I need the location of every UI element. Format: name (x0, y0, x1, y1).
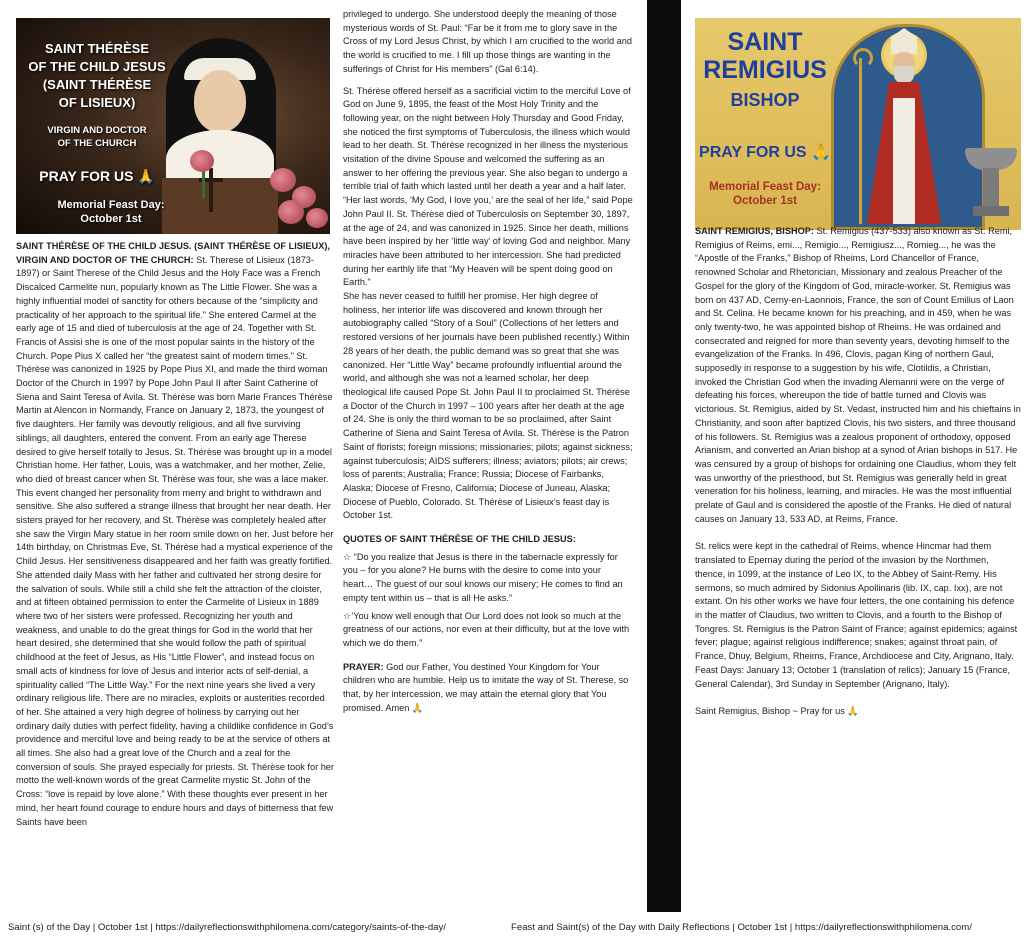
poster-feast (36, 198, 186, 226)
right-page (681, 0, 1024, 912)
poster-title (22, 40, 172, 112)
footer (0, 912, 1024, 946)
baptismal-font-icon (965, 148, 1017, 170)
font-pedestal-shape (983, 168, 999, 208)
crucifix-icon (209, 168, 213, 212)
footer-left-link[interactable]: Saint (s) of the Day | October 1st | https://dailyreflectionswithphilomena.com/category/saints-of-the-day/ (8, 922, 446, 933)
font-base-shape (973, 206, 1009, 216)
quote-item: ☆’You know well enough that Our Lord does not look so much at the greatness of our actions, nor even at their difficulty, but at the love with which we do them.” (343, 610, 630, 648)
rose-icon (278, 200, 304, 224)
therese-paragraph: privileged to undergo. She understood deeply the meaning of those mysterious words of St. Paul: “Far be it from me to glory save in the Cross of my Lord Jesus Christ, by which I am crucified to the world and the world is crucified to me. I fill up those things are wanting in the sufferings of Christ for His members” (Gal 6:14). (343, 9, 633, 74)
poster-title-line: (SAINT THÉRÈSE (42, 77, 152, 92)
poster-title-line: OF LISIEUX) (58, 95, 136, 110)
poster-subtitle-line: OF THE CHURCH (57, 138, 137, 149)
alb-shape (893, 98, 915, 224)
poster-pray: PRAY FOR US 🙏 (39, 168, 155, 184)
remigius-bio-body: St. Remigius (437-533) also known as St. Remi, Remigius of Reims, emi..., Remigio..., Remigiusz..., Romieg..., he was the “Apostle of the Franks,” Bishop of Rheims, Lord Chancellor of France, renowned Scholar and Rhetorician, Missionary and zealous Preacher of the Gospel for the glory of the Kingdom of God, miracle-worker. St. Remigius was born on 437 AD, Cerny-en-Laonnois, France, the son of Count Emilius of Laon and St. Celina. He became known for his preaching, and in 459, when he was only twenty-two, he was appointed bishop of Rheims. He was ordained and consecrated and reigned for more than seventy years, devoting himself to the evangelization of the Franks. In 496, Clovis, pagan King of northern Gaul, supposedly in response to a suggestion by his wife, Clotildis, a Christian, invoked the Christian God when the invading Alemanni were on the verge of defeating his forces, whereupon the tide of battle turned and Clovis was victorious. St. Remigius, aided by St. Vedast, instructed him and his chieftains in Christianity, and soon after baptized Clovis, his two sisters, and three thousand of his followers. St. Remigius was a zealous proponent of orthodoxy, opposed Arianism, and converted an Arian bishop at a synod of Arian bishops in 517. He was censured by a group of bishops for ordaining one Claudius, whom they felt was unworthy of the priesthood, but St. Remigius was generally held in great veneration for his holiness, learning, and miracles. He was the most influential prelate of Gaul and is considered the apostle of the Franks. He died of natural causes on January 13, 533 AD, at Reims, France. (695, 226, 1021, 524)
rose-icon (270, 168, 296, 192)
remigius-poster-feast (695, 180, 835, 208)
poster-feast-line: October 1st (80, 213, 142, 225)
therese-paragraph: She has never ceased to fulfill her promise. Her high degree of holiness, her interior life was discovered and known through her autobiography called “Story of a Soul” (Collections of her letters and restored versions of her journals have been published recently.) Within 28 years of her death, the public demand was so great that she was canonized. Her “Little Way” became profoundly influential around the world, and although she was not a learned scholar, her deep theological life caused Pope St. John Paul II to proclaimed St. Thérèse a Doctor of the Church in 1997 – 100 years after her death at the age of 24. She is only the third woman to be so proclaimed, after Saint Catherine of Siena and Saint Teresa of Avila. St. Thérèse is the Patron Saint of florists; foreign missions; missionaries; pilots; against sickness; against tuberculosis; AIDS sufferers; illness; aviators; pilots; air crews; loss of parents; Australia; France; Russia; Diocese of Fairbanks, Alaska; Diocese of Fresno, California; Diocese of Juneau, Alaska; Diocese of Pueblo, Colorado. St. Thérèse of Lisieux’s feast day is October 1st. (343, 291, 633, 521)
beard-shape (894, 66, 914, 84)
poster-feast-line: Memorial Feast Day: (57, 199, 165, 211)
remigius-poster-image (695, 18, 1021, 230)
therese-column-2 (343, 8, 633, 908)
footer-right-link[interactable]: Feast and Saint(s) of the Day with Daily Reflections | October 1st | https://dailyreflectionswithphilomena.com/ (511, 922, 972, 933)
poster-subtitle (22, 124, 172, 150)
nun-face-shape (194, 70, 246, 132)
remigius-bio (695, 225, 1021, 905)
therese-bio (16, 240, 334, 912)
rose-icon (190, 150, 214, 172)
rose-stem-shape (202, 168, 205, 198)
crozier-icon (859, 58, 862, 224)
therese-bio-heading: SAINT THÉRÈSE OF THE CHILD JESUS. (SAINT THÉRÈSE OF LISIEUX), VIRGIN AND DOCTOR OF THE CHURCH: (16, 241, 330, 265)
remigius-closing: Saint Remigius, Bishop ~ Pray for us 🙏 (695, 706, 859, 717)
poster-subtitle-line: VIRGIN AND DOCTOR (47, 125, 147, 136)
poster-title-line: OF THE CHILD JESUS (28, 59, 166, 74)
rose-icon (306, 208, 328, 228)
therese-poster-image (16, 18, 330, 234)
remigius-feast-line: Memorial Feast Day: (709, 181, 821, 193)
page-divider (647, 0, 681, 912)
remigius-poster-bishop: BISHOP (730, 90, 800, 110)
remigius-feast-line: October 1st (733, 195, 797, 207)
remigius-bio-heading: SAINT REMIGIUS, BISHOP: (695, 226, 814, 236)
remigius-poster-title (697, 28, 833, 84)
remigius-paragraph: St. relics were kept in the cathedral of Reims, whence Hincmar had them translated to Epernay during the period of the invasion by the Northmen, thence, in 1099, at the instance of Leo IX, to the Abbey of Saint-Remy. His sermons, so much admired by Sidonius Apollinaris (lib. IX, cap. Ixx), are not extant. On his other works we have four letters, the one containing his defence in the matter of Claudius, two written to Clovis, and a fourth to the Bishop of Tongres. St. Remigius is the Patron Saint of France; against epidemics; against fever; plague; against religious indifference; snakes; against throat pain, of France, Dhuy, Belgium, Rheims, France, Archdiocese and City, Arignano, Italy. Feast Days: January 13; October 1 (translation of relics); January 15 (France, General Calendar), 3rd Sunday in September (Arignano, Italy). (695, 541, 1018, 689)
remigius-title-line: SAINT (727, 28, 803, 56)
prayer-text: God our Father, You destined Your Kingdom for Your children who are humble. Help us to imitate the way of St. Therese, so that, by her intercession, we may attain the eternal glory that You promised. Amen 🙏 (343, 661, 629, 713)
remigius-title-line: REMIGIUS (703, 56, 827, 84)
crozier-hook-shape (853, 48, 873, 68)
poster-title-line: SAINT THÉRÈSE (44, 41, 149, 56)
prayer-label: PRAYER: (343, 661, 384, 672)
therese-bio-body: St. Therese of Lisieux (1873-1897) or Saint Therese of the Child Jesus and the Holy Face was a French Discalced Carmelite nun, popularly known as The Little Flower. She was a highly influential model of sanctity for others because of the “simplicity and practicality of her approach to the spiritual life.” She entered Carmel at the early age of 15 and died of tuberculosis at the age of 24. Together with St. Francis of Assisi she is one of the most popular saints in the history of the Church. Pope Pius X called her “the greatest saint of modern times.” St. Thérèse was canonized in 1925 by Pope Pius XI, and made the third woman Doctor of the Church in 1997 by Pope John Paul II after Saint Catherine of Siena and Saint Teresa of Avila. St. Thérèse was born Marie Frances Thérèse Martin at Alencon in Normandy, France on January 2, 1873, the youngest of five daughters. Her family was devoutly religious, and all five surviving siblings, all daughters, entered the convent. From an early age Therese desired to give herself totally to Jesus. St. Thérèse was brought up in a model Christian home. Her father, Louis, was a watchmaker, and her mother, Zelie, who died of breast cancer when St. Thérèse was four, she was a lace maker. This event changed her personality from merry and bright to withdrawn and sensitive. She also suffered a strange illness that brought her near death. Her sisters prayed for her recovery, and St. Thérèse was completely healed after she saw the Virgin Mary statue in her room smile down on her. Just before her 14th birthday, on Christmas Eve, St. Thérèse had a mystical experience of the Child Jesus. Her sensitiveness disappeared and her faith was greatly fortified. She attended daily Mass with her father and cultivated her strong desire for the salvation of souls. While still a child she felt the attraction of the cloister, and at fifteen obtained permission to enter the Carmelite of Lisieux in 1889 where two of her sisters were professed. Recognizing her youth and weakness, and unable to do the great things for God in the world that her heart desired, she determined that she would follow the path of spiritual childhood at the feet of Jesus, as His “Little Flower”, and instead focus on small acts of kindness for love of Jesus and interior acts of self-denial, a spirituality called “The Little Way.” For the next nine years she lived a very ordinary religious life. There are no miracles, exploits or austerities recorded of her. She attained a very high degree of holiness by carrying out her ordinary daily duties with perfect fidelity, having a childlike confidence in God’s providence and merciful love and being ready to be at the service of others at all times. She also had a great love of the Church and a zeal for the conversion of souls. She prayed especially for priests. St. Thérèse took for her motto the well-known words of the great Carmelite mystic St. John of the Cross: “love is repaid by love alone.” With these thoughts ever present in her mind, her heart found courage to endure hours and days of bitterness that few Saints have been (16, 254, 334, 827)
remigius-poster-pray: PRAY FOR US 🙏 (699, 144, 831, 161)
quotes-heading: QUOTES OF SAINT THÉRÈSE OF THE CHILD JESUS: (343, 534, 576, 545)
therese-paragraph: St. Thérèse offered herself as a sacrificial victim to the merciful Love of God on June 9, 1895, the feast of the Most Holy Trinity and the following year, on the night between Holy Thursday and Good Friday, she noticed the first symptoms of Tuberculosis, the illness which would lead to her death. St. Thérèse recognized in her illness the mysterious visitation of the divine Spouse and welcomed the suffering as an answer to her offering the previous year. She also began to undergo a terrible trial of faith which lasted until her death a year and a half later. “Her last words, ‘My God, I love you,’ are the seal of her life,” said Pope John Paul II. St. Thérèse died of Tuberculosis on September 30, 1897, at the age of 24, and was canonized in 1925. Since her death, millions have been inspired by her ‘little way’ of loving God and neighbor. Many miracles have been attributed to her intercession. She had predicted during her earthly life that “My Heaven will be spent doing good on Earth.” (343, 85, 633, 288)
quote-item: ☆ “Do you realize that Jesus is there in the tabernacle expressly for you – for you alone? He burns with the desire to come into your heart… The guest of our soul knows our misery; He comes to find an empty tent within us – that is all He asks.” (343, 551, 623, 603)
